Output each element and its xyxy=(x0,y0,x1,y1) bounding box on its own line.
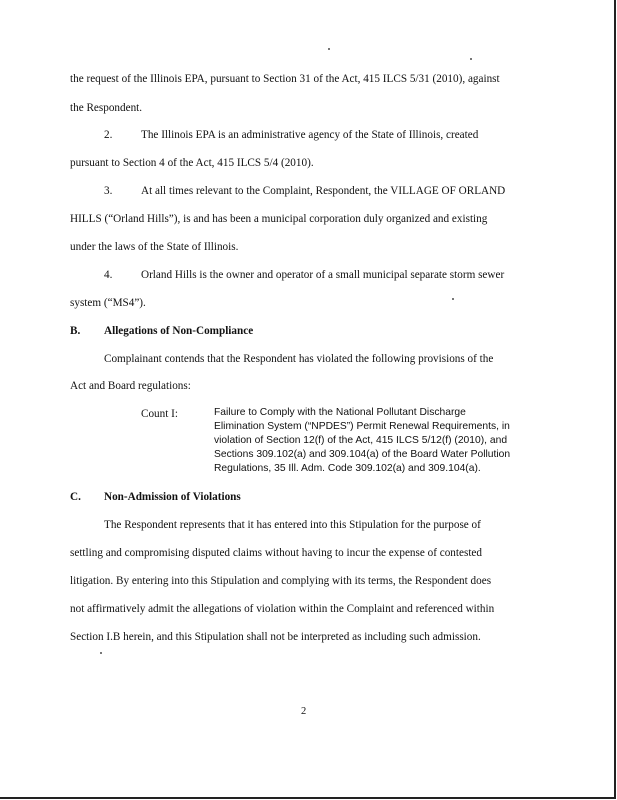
scan-speck xyxy=(470,58,472,60)
count-label: Count I: xyxy=(141,408,178,420)
section-letter: B. xyxy=(70,325,81,337)
page-number: 2 xyxy=(301,706,307,717)
body-line: Act and Board regulations: xyxy=(70,380,191,392)
body-line: the Respondent. xyxy=(70,102,143,114)
paragraph-number: 2. xyxy=(104,129,113,141)
scan-speck xyxy=(452,298,454,300)
body-line: system (“MS4”). xyxy=(70,297,146,309)
section-heading: Allegations of Non-Compliance xyxy=(104,325,254,337)
body-line: The Respondent represents that it has entered into this Stipulation for the purpose of xyxy=(104,519,481,531)
body-line: The Illinois EPA is an administrative agency of the State of Illinois, created xyxy=(141,129,479,141)
scan-speck xyxy=(328,48,330,50)
body-line: litigation. By entering into this Stipulation and complying with its terms, the Respondent does xyxy=(70,575,492,587)
count-description xyxy=(214,406,536,476)
paragraph-number: 3. xyxy=(104,185,113,197)
body-line: HILLS (“Orland Hills”), is and has been a municipal corporation duly organized and existing xyxy=(70,213,488,225)
scan-speck xyxy=(100,652,102,654)
body-line: At all times relevant to the Complaint, Respondent, the VILLAGE OF ORLAND xyxy=(141,185,506,197)
count-line: Failure to Comply with the National Pollutant Discharge xyxy=(214,407,466,418)
body-line: Section I.B herein, and this Stipulation shall not be interpreted as including such admission. xyxy=(70,631,481,643)
paragraph-number: 4. xyxy=(104,269,113,281)
count-line: Sections 309.102(a) and 309.104(a) of the Board Water Pollution xyxy=(214,449,511,460)
count-line: Regulations, 35 Ill. Adm. Code 309.102(a) and 309.104(a). xyxy=(214,463,481,474)
body-line: the request of the Illinois EPA, pursuant to Section 31 of the Act, 415 ILCS 5/31 (2010), against xyxy=(70,73,500,85)
body-line: not affirmatively admit the allegations of violation within the Complaint and referenced within xyxy=(70,603,495,615)
section-letter: C. xyxy=(70,491,81,503)
body-line: Complainant contends that the Respondent has violated the following provisions of the xyxy=(104,353,494,365)
body-line: pursuant to Section 4 of the Act, 415 ILCS 5/4 (2010). xyxy=(70,157,314,169)
body-line: settling and compromising disputed claims without having to incur the expense of contested xyxy=(70,547,482,559)
count-line: Elimination System (“NPDES”) Permit Renewal Requirements, in xyxy=(214,421,510,432)
body-line: under the laws of the State of Illinois. xyxy=(70,241,239,253)
section-heading: Non-Admission of Violations xyxy=(104,491,241,503)
count-line: violation of Section 12(f) of the Act, 415 ILCS 5/12(f) (2010), and xyxy=(214,435,508,446)
body-line: Orland Hills is the owner and operator of a small municipal separate storm sewer xyxy=(141,269,505,281)
